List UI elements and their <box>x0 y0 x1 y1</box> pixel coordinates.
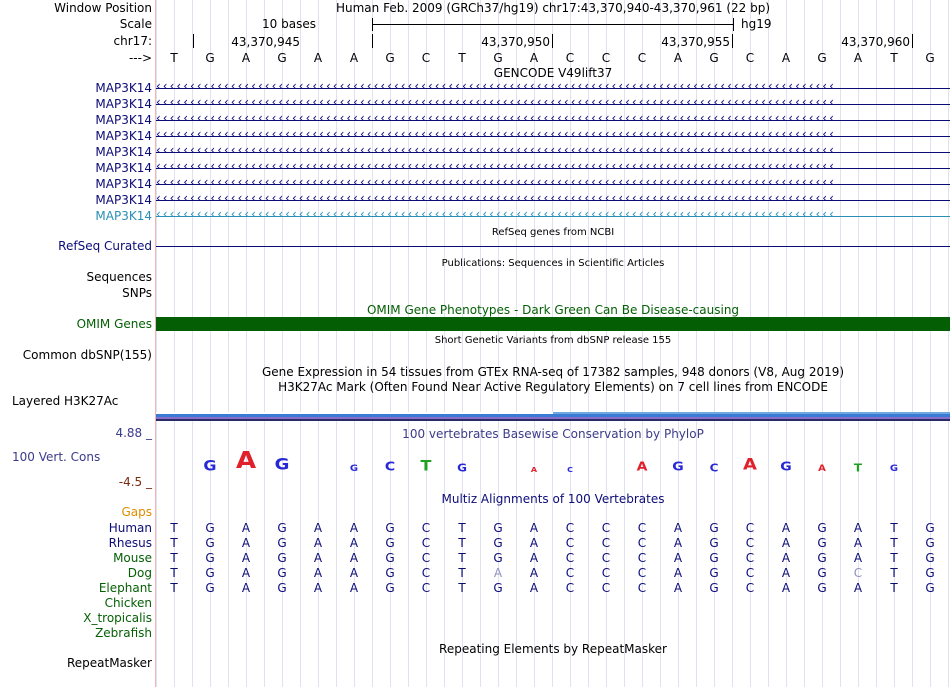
conservation-logo-letter: G <box>349 463 359 474</box>
reference-base: C <box>421 51 431 65</box>
alignment-base: A <box>349 566 359 580</box>
alignment-base: T <box>458 551 466 565</box>
alignment-base: G <box>493 536 503 550</box>
species-label[interactable]: Mouse <box>113 551 152 565</box>
alignment-base: C <box>853 566 863 580</box>
alignment-base: A <box>241 551 251 565</box>
alignment-base: G <box>277 536 287 550</box>
ruler-tick <box>193 34 194 48</box>
alignment-base: A <box>781 521 791 535</box>
refseq-gene-line[interactable] <box>156 246 950 247</box>
alignment-base: T <box>458 581 466 595</box>
reference-base: T <box>170 51 178 65</box>
ruler-tick <box>912 34 913 48</box>
alignment-base: A <box>241 536 251 550</box>
conservation-logo-letter: A <box>530 465 538 474</box>
alignment-base: C <box>421 536 431 550</box>
gencode-transcript-label[interactable]: MAP3K14 <box>95 145 152 159</box>
repeatmasker-title: Repeating Elements by RepeatMasker <box>439 642 667 656</box>
scale-label: Scale <box>119 17 152 31</box>
gencode-transcript-label[interactable]: MAP3K14 <box>95 97 152 111</box>
gencode-transcript[interactable]: ‹‹‹‹‹‹‹‹‹‹‹‹‹‹‹‹‹‹‹‹‹‹‹‹‹‹‹‹‹‹‹‹‹‹‹‹‹‹‹‹‹‹‹‹‹‹‹‹‹‹‹‹‹‹‹‹‹‹‹‹‹‹‹‹‹‹‹‹‹‹‹‹‹‹‹‹‹‹‹‹‹‹‹‹‹‹‹‹‹‹‹‹‹‹‹‹‹‹‹‹ <box>156 81 950 95</box>
reference-base: A <box>241 51 251 65</box>
omim-track-label[interactable]: OMIM Genes <box>76 317 152 331</box>
ruler-position-4: 43,370,960 <box>841 35 910 49</box>
reference-base: C <box>601 51 611 65</box>
alignment-base: G <box>385 551 395 565</box>
conservation-max-label: 4.88 _ <box>115 426 152 440</box>
alignment-base: G <box>205 536 215 550</box>
alignment-base: T <box>170 521 178 535</box>
alignment-base: A <box>853 521 863 535</box>
reference-base: C <box>637 51 647 65</box>
alignment-base: C <box>601 581 611 595</box>
gencode-transcript[interactable]: ‹‹‹‹‹‹‹‹‹‹‹‹‹‹‹‹‹‹‹‹‹‹‹‹‹‹‹‹‹‹‹‹‹‹‹‹‹‹‹‹‹‹‹‹‹‹‹‹‹‹‹‹‹‹‹‹‹‹‹‹‹‹‹‹‹‹‹‹‹‹‹‹‹‹‹‹‹‹‹‹‹‹‹‹‹‹‹‹‹‹‹‹‹‹‹‹‹‹‹‹ <box>156 161 950 175</box>
sequences-track-label[interactable]: Sequences <box>86 270 152 284</box>
alignment-base: G <box>385 521 395 535</box>
alignment-base: A <box>673 566 683 580</box>
alignment-base: G <box>817 566 827 580</box>
omim-title: OMIM Gene Phenotypes - Dark Green Can Be Disease-causing <box>366 303 740 317</box>
alignment-base: A <box>241 581 251 595</box>
alignment-base: G <box>277 551 287 565</box>
conservation-logo-letter: A <box>636 459 648 475</box>
ruler-tick <box>552 34 553 48</box>
conservation-logo-letter: G <box>457 461 467 475</box>
repeatmasker-track-label[interactable]: RepeatMasker <box>66 656 152 670</box>
alignment-base: T <box>458 521 466 535</box>
gencode-transcript[interactable]: ‹‹‹‹‹‹‹‹‹‹‹‹‹‹‹‹‹‹‹‹‹‹‹‹‹‹‹‹‹‹‹‹‹‹‹‹‹‹‹‹‹‹‹‹‹‹‹‹‹‹‹‹‹‹‹‹‹‹‹‹‹‹‹‹‹‹‹‹‹‹‹‹‹‹‹‹‹‹‹‹‹‹‹‹‹‹‹‹‹‹‹‹‹‹‹‹‹‹‹‹ <box>156 177 950 191</box>
alignment-base: A <box>349 581 359 595</box>
alignment-base: A <box>673 521 683 535</box>
alignment-base: A <box>313 566 323 580</box>
strand-label: ---> <box>128 51 152 65</box>
alignment-base: C <box>565 551 575 565</box>
alignment-base: C <box>565 521 575 535</box>
ruler-tick <box>372 34 373 48</box>
alignment-base: G <box>385 581 395 595</box>
reference-base: A <box>673 51 683 65</box>
alignment-base: T <box>170 551 178 565</box>
alignment-base: G <box>385 566 395 580</box>
alignment-base: G <box>817 536 827 550</box>
reference-base: A <box>313 51 323 65</box>
alignment-base: C <box>421 551 431 565</box>
alignment-base: A <box>529 536 539 550</box>
refseq-title: RefSeq genes from NCBI <box>491 227 615 238</box>
gencode-transcript[interactable]: ‹‹‹‹‹‹‹‹‹‹‹‹‹‹‹‹‹‹‹‹‹‹‹‹‹‹‹‹‹‹‹‹‹‹‹‹‹‹‹‹‹‹‹‹‹‹‹‹‹‹‹‹‹‹‹‹‹‹‹‹‹‹‹‹‹‹‹‹‹‹‹‹‹‹‹‹‹‹‹‹‹‹‹‹‹‹‹‹‹‹‹‹‹‹‹‹‹‹‹‹ <box>156 113 950 127</box>
alignment-base: A <box>349 521 359 535</box>
conservation-track-label[interactable]: 100 Vert. Cons <box>12 450 101 464</box>
browser-track-area[interactable] <box>156 0 950 687</box>
gencode-transcript-label[interactable]: MAP3K14 <box>95 161 152 175</box>
ruler-position-3: 43,370,955 <box>661 35 730 49</box>
alignment-base: A <box>241 566 251 580</box>
alignment-base: T <box>170 581 178 595</box>
ruler-position-2: 43,370,950 <box>481 35 550 49</box>
alignment-base: A <box>529 551 539 565</box>
reference-base: A <box>529 51 539 65</box>
reference-base: A <box>349 51 359 65</box>
alignment-base: A <box>349 536 359 550</box>
alignment-base: C <box>637 521 647 535</box>
alignment-base: G <box>205 581 215 595</box>
reference-base: G <box>277 51 287 65</box>
gencode-transcript[interactable]: ‹‹‹‹‹‹‹‹‹‹‹‹‹‹‹‹‹‹‹‹‹‹‹‹‹‹‹‹‹‹‹‹‹‹‹‹‹‹‹‹‹‹‹‹‹‹‹‹‹‹‹‹‹‹‹‹‹‹‹‹‹‹‹‹‹‹‹‹‹‹‹‹‹‹‹‹‹‹‹‹‹‹‹‹‹‹‹‹‹‹‹‹‹‹‹‹‹‹‹‹ <box>156 193 950 207</box>
alignment-base: A <box>493 566 503 580</box>
gaps-label: Gaps <box>121 505 152 519</box>
gencode-transcript[interactable]: ‹‹‹‹‹‹‹‹‹‹‹‹‹‹‹‹‹‹‹‹‹‹‹‹‹‹‹‹‹‹‹‹‹‹‹‹‹‹‹‹‹‹‹‹‹‹‹‹‹‹‹‹‹‹‹‹‹‹‹‹‹‹‹‹‹‹‹‹‹‹‹‹‹‹‹‹‹‹‹‹‹‹‹‹‹‹‹‹‹‹‹‹‹‹‹‹‹‹‹‹ <box>156 129 950 143</box>
alignment-base: A <box>673 581 683 595</box>
h3k27ac-signal[interactable] <box>156 412 950 423</box>
scale-bar-end <box>733 18 734 31</box>
reference-base: G <box>385 51 395 65</box>
alignment-base: G <box>709 581 719 595</box>
alignment-base: A <box>529 566 539 580</box>
species-label[interactable]: Rhesus <box>108 536 152 550</box>
alignment-base: T <box>890 521 898 535</box>
alignment-base: A <box>313 581 323 595</box>
alignment-base: A <box>529 581 539 595</box>
alignment-base: C <box>421 566 431 580</box>
gencode-transcript-label[interactable]: MAP3K14 <box>95 129 152 143</box>
alignment-base: A <box>853 581 863 595</box>
alignment-base: C <box>565 566 575 580</box>
alignment-base: C <box>745 521 755 535</box>
dbsnp-track-label[interactable]: Common dbSNP(155) <box>22 348 152 362</box>
alignment-base: G <box>205 521 215 535</box>
conservation-logo-letter: C <box>384 459 396 475</box>
alignment-base: G <box>817 521 827 535</box>
alignment-base: T <box>890 581 898 595</box>
refseq-track-label[interactable]: RefSeq Curated <box>58 239 152 253</box>
multiz-title: Multiz Alignments of 100 Vertebrates <box>441 492 665 506</box>
alignment-base: G <box>709 521 719 535</box>
gencode-transcript[interactable]: ‹‹‹‹‹‹‹‹‹‹‹‹‹‹‹‹‹‹‹‹‹‹‹‹‹‹‹‹‹‹‹‹‹‹‹‹‹‹‹‹‹‹‹‹‹‹‹‹‹‹‹‹‹‹‹‹‹‹‹‹‹‹‹‹‹‹‹‹‹‹‹‹‹‹‹‹‹‹‹‹‹‹‹‹‹‹‹‹‹‹‹‹‹‹‹‹‹‹‹‹ <box>156 209 950 223</box>
gencode-transcript[interactable]: ‹‹‹‹‹‹‹‹‹‹‹‹‹‹‹‹‹‹‹‹‹‹‹‹‹‹‹‹‹‹‹‹‹‹‹‹‹‹‹‹‹‹‹‹‹‹‹‹‹‹‹‹‹‹‹‹‹‹‹‹‹‹‹‹‹‹‹‹‹‹‹‹‹‹‹‹‹‹‹‹‹‹‹‹‹‹‹‹‹‹‹‹‹‹‹‹‹‹‹‹ <box>156 145 950 159</box>
reference-base: G <box>925 51 935 65</box>
alignment-base: C <box>601 566 611 580</box>
conservation-logo-letter: T <box>853 461 863 475</box>
alignment-base: G <box>709 551 719 565</box>
species-label[interactable]: Zebrafish <box>95 626 152 640</box>
gencode-transcript-label[interactable]: MAP3K14 <box>95 177 152 191</box>
alignment-base: G <box>277 566 287 580</box>
scale-text: 10 bases <box>262 17 316 31</box>
alignment-base: G <box>925 581 935 595</box>
alignment-base: T <box>458 536 466 550</box>
conservation-logo-letter: G <box>274 455 290 474</box>
alignment-base: C <box>745 551 755 565</box>
alignment-base: G <box>925 536 935 550</box>
alignment-base: T <box>890 566 898 580</box>
conservation-logo-letter: T <box>420 457 432 475</box>
alignment-base: G <box>493 551 503 565</box>
alignment-base: G <box>205 566 215 580</box>
reference-base: T <box>458 51 466 65</box>
alignment-base: C <box>637 551 647 565</box>
dbsnp-title: Short Genetic Variants from dbSNP release 155 <box>434 335 672 346</box>
species-label[interactable]: Chicken <box>104 596 152 610</box>
track-labels-panel <box>0 0 155 687</box>
chrom-label: chr17: <box>113 34 152 48</box>
conservation-min-label: -4.5 _ <box>118 475 152 489</box>
reference-base: C <box>745 51 755 65</box>
ruler-tick <box>732 34 733 48</box>
reference-base: T <box>890 51 898 65</box>
alignment-base: C <box>637 581 647 595</box>
alignment-base: G <box>277 521 287 535</box>
alignment-base: G <box>925 551 935 565</box>
conservation-logo-letter: A <box>743 455 757 474</box>
window-position-label: Window Position <box>54 1 152 15</box>
conservation-logo-letter: G <box>889 463 899 474</box>
reference-base: C <box>565 51 575 65</box>
snps-track-label[interactable]: SNPs <box>122 286 152 300</box>
alignment-base: A <box>529 521 539 535</box>
alignment-base: C <box>745 566 755 580</box>
omim-gene-bar[interactable] <box>156 317 950 331</box>
alignment-base: A <box>313 551 323 565</box>
alignment-base: C <box>565 536 575 550</box>
publications-title: Publications: Sequences in Scientific Articles <box>441 258 665 269</box>
conservation-logo-letter: C <box>709 461 719 475</box>
h3k27ac-title: H3K27Ac Mark (Often Found Near Active Regulatory Elements) on 7 cell lines from ENCODE <box>278 380 828 394</box>
reference-base: G <box>205 51 215 65</box>
gencode-transcript-label[interactable]: MAP3K14 <box>95 193 152 207</box>
reference-base: A <box>781 51 791 65</box>
gencode-transcript-label[interactable]: MAP3K14 <box>95 209 152 223</box>
alignment-base: C <box>637 566 647 580</box>
species-label[interactable]: Human <box>108 521 152 535</box>
assembly-position-text: Human Feb. 2009 (GRCh37/hg19) chr17:43,370,940-43,370,961 (22 bp) <box>335 1 771 15</box>
alignment-base: G <box>385 536 395 550</box>
conservation-logo-letter: A <box>818 463 826 474</box>
alignment-base: G <box>817 581 827 595</box>
alignment-base: C <box>565 581 575 595</box>
alignment-base: A <box>781 566 791 580</box>
scale-bar <box>372 24 733 25</box>
reference-base: G <box>817 51 827 65</box>
alignment-base: G <box>277 581 287 595</box>
alignment-base: G <box>493 581 503 595</box>
alignment-base: A <box>349 551 359 565</box>
scale-db: hg19 <box>741 17 772 31</box>
alignment-base: C <box>601 551 611 565</box>
alignment-base: A <box>853 551 863 565</box>
ruler-position-1: 43,370,945 <box>231 35 300 49</box>
alignment-base: T <box>170 566 178 580</box>
alignment-base: A <box>781 581 791 595</box>
alignment-base: G <box>493 521 503 535</box>
conservation-logo-letter: G <box>672 459 684 475</box>
gencode-title: GENCODE V49lift37 <box>493 66 613 80</box>
species-label[interactable]: Elephant <box>98 581 152 595</box>
alignment-base: G <box>925 521 935 535</box>
alignment-base: C <box>637 536 647 550</box>
conservation-logo-letter: A <box>235 447 257 475</box>
alignment-base: A <box>241 521 251 535</box>
alignment-base: G <box>817 551 827 565</box>
alignment-base: T <box>890 536 898 550</box>
alignment-base: A <box>313 521 323 535</box>
alignment-base: C <box>421 521 431 535</box>
alignment-base: G <box>205 551 215 565</box>
conservation-title: 100 vertebrates Basewise Conservation by PhyloP <box>402 427 704 441</box>
alignment-base: C <box>601 536 611 550</box>
gtex-title: Gene Expression in 54 tissues from GTEx RNA-seq of 17382 samples, 948 donors (V8, Aug 2019) <box>261 365 845 379</box>
species-label[interactable]: Dog <box>127 566 152 580</box>
alignment-base: G <box>709 536 719 550</box>
conservation-logo-letter: G <box>780 459 792 475</box>
alignment-base: A <box>673 536 683 550</box>
h3k27ac-track-label[interactable]: Layered H3K27Ac <box>12 394 119 408</box>
alignment-base: A <box>781 551 791 565</box>
alignment-base: T <box>890 551 898 565</box>
alignment-base: A <box>673 551 683 565</box>
gencode-transcript-label[interactable]: MAP3K14 <box>95 81 152 95</box>
alignment-base: G <box>925 566 935 580</box>
reference-base: G <box>709 51 719 65</box>
gencode-transcript[interactable]: ‹‹‹‹‹‹‹‹‹‹‹‹‹‹‹‹‹‹‹‹‹‹‹‹‹‹‹‹‹‹‹‹‹‹‹‹‹‹‹‹‹‹‹‹‹‹‹‹‹‹‹‹‹‹‹‹‹‹‹‹‹‹‹‹‹‹‹‹‹‹‹‹‹‹‹‹‹‹‹‹‹‹‹‹‹‹‹‹‹‹‹‹‹‹‹‹‹‹‹‹ <box>156 97 950 111</box>
alignment-base: A <box>853 536 863 550</box>
alignment-base: C <box>745 581 755 595</box>
reference-base: A <box>853 51 863 65</box>
alignment-base: C <box>421 581 431 595</box>
reference-base: G <box>493 51 503 65</box>
conservation-logo-letter: G <box>203 457 217 475</box>
conservation-logo-letter: C <box>567 465 573 474</box>
alignment-base: T <box>458 566 466 580</box>
gencode-transcript-label[interactable]: MAP3K14 <box>95 113 152 127</box>
alignment-base: T <box>170 536 178 550</box>
alignment-base: A <box>781 536 791 550</box>
alignment-base: G <box>709 566 719 580</box>
species-label[interactable]: X_tropicalis <box>83 611 152 625</box>
alignment-base: A <box>313 536 323 550</box>
alignment-base: C <box>601 521 611 535</box>
alignment-base: C <box>745 536 755 550</box>
